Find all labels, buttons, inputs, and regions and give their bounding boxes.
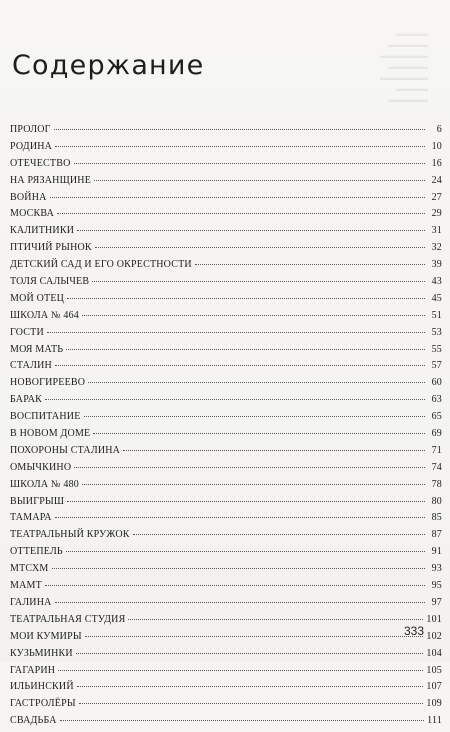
toc-entry [10,259,442,276]
toc-entry [10,529,442,546]
dot-leader [58,670,423,671]
dot-leader [66,349,425,350]
toc-entry-page: 6 [436,124,442,135]
dot-leader [82,484,425,485]
toc-entry [10,411,442,428]
toc-entry-title: ГАСТРОЛЁРЫ [10,698,76,710]
dot-leader [57,213,425,214]
dot-leader [77,686,424,687]
toc-entry [10,597,442,614]
toc-entry-title: ВЫИГРЫШ [10,495,65,507]
toc-entry [10,631,442,648]
toc-entry-page: 111 [427,715,442,727]
toc-entry-page: 101 [426,613,442,625]
toc-entry-page: 80 [431,495,442,507]
toc-entry-page: 16 [431,157,442,169]
toc-entry [10,614,442,631]
dot-leader [76,653,424,654]
toc-entry-page: 24 [431,174,442,186]
toc-entry-title: МОЯ МАТЬ [10,343,64,355]
toc-entry [10,360,442,377]
toc-entry-title: ШКОЛА № 480 [10,478,79,490]
dot-leader [52,568,425,569]
toc-entry-page: 57 [431,360,442,372]
toc-entry-page: 78 [431,478,442,490]
dot-leader [123,450,425,451]
toc-entry [10,715,442,732]
page-number: 333 [403,624,424,638]
toc-entry [10,546,442,563]
toc-entry-page: 69 [431,428,442,440]
toc-entry [10,698,442,715]
toc-entry-title: МОСКВА [10,208,55,220]
toc-entry-title: ПТИЧИЙ РЫНОК [10,242,92,254]
toc-entry-title: ТЕАТРАЛЬНЫЙ КРУЖОК [10,529,130,541]
dot-leader [85,636,424,637]
dot-leader [82,315,425,316]
toc-entry-page: 74 [431,461,442,473]
dot-leader [128,619,423,620]
toc-entry-title: БАРАК [10,394,43,406]
toc-entry-title: КУЗЬМИНКИ [10,647,73,659]
toc-entry-page: 65 [431,411,442,423]
toc-entry [10,344,442,361]
toc-entry-page: 32 [431,242,442,254]
toc-entry-title: ОТЕЧЕСТВО [10,157,71,169]
toc-entry-page: 53 [431,326,442,338]
toc-entry [10,563,442,580]
dot-leader [47,332,425,333]
toc-entry [10,394,442,411]
toc-entry-page: 60 [431,377,442,389]
dot-leader [93,433,425,434]
toc-entry-page: 43 [431,276,442,288]
toc-entry-title: ГОСТИ [10,326,44,338]
toc-entry-title: РОДИНА [10,140,53,152]
toc-entry-title: МОЙ ОТЕЦ [10,292,65,304]
toc-entry-page: 55 [431,343,442,355]
toc-entry-title: МТСХМ [10,563,49,575]
toc-entry [10,445,442,462]
toc-entry [10,479,442,496]
toc-entry-title: ВОСПИТАНИЕ [10,411,81,423]
toc-entry-title: ПОХОРОНЫ СТАЛИНА [10,444,121,456]
toc-entry-page: 10 [431,140,442,152]
toc-entry [10,192,442,209]
toc-entry [10,462,442,479]
dot-leader [79,703,424,704]
dot-leader [54,129,425,130]
toc-entry [10,293,442,310]
toc-entry-page: 39 [431,259,442,271]
toc-entry-title: ШКОЛА № 464 [10,309,79,321]
toc-entry-page: 104 [426,647,442,659]
dot-leader [60,720,424,721]
toc-entry-title: ГАЛИНА [10,596,52,608]
toc-entry-title: СВАДЬБА [10,715,57,727]
toc-entry-page: 71 [431,444,442,456]
show-through-text: ▬▬▬▬ ▬▬▬▬▬ ▬▬▬▬▬▬ ▬▬▬▬▬ ▬▬▬▬▬▬ ▬▬▬▬ ▬▬▬▬▬ [380,29,428,104]
toc-entry [10,428,442,445]
toc-entry-title: НОВОГИРЕЕВО [10,377,86,389]
dot-leader [133,534,425,535]
dot-leader [55,517,425,518]
toc-entry-page: 91 [431,546,442,558]
toc-entry-page: 105 [426,664,442,676]
dot-leader [94,180,425,181]
toc-entry-title: ДЕТСКИЙ САД И ЕГО ОКРЕСТНОСТИ [10,259,192,271]
toc-entry-title: ВОЙНА [10,191,47,203]
toc-entry-page: 63 [431,394,442,406]
dot-leader [195,264,425,265]
toc-entry-page: 97 [431,596,442,608]
toc-entry-title: ОМЫЧКИНО [10,461,72,473]
toc-entry-page: 87 [431,529,442,541]
dot-leader [84,416,425,417]
toc-entry-page: 45 [431,292,442,304]
toc-entry-page: 102 [426,630,442,642]
dot-leader [45,585,425,586]
dot-leader [66,551,425,552]
toc-entry-page: 51 [431,309,442,321]
toc-entry-title: ТОЛЯ САЛЫЧЕВ [10,276,90,288]
toc-entry-title: ГАГАРИН [10,664,56,676]
toc-entry-page: 107 [426,681,442,693]
toc-entry-title: ОТТЕПЕЛЬ [10,546,63,558]
dot-leader [67,298,425,299]
dot-leader [74,163,425,164]
toc-entry-page: 31 [431,225,442,237]
dot-leader [67,501,425,502]
toc-entry-page: 93 [431,563,442,575]
toc-entry [10,175,442,192]
toc-entry-title: ТЕАТРАЛЬНАЯ СТУДИЯ [10,613,126,625]
toc-entry [10,496,442,513]
toc-entry [10,327,442,344]
toc-entry-page: 95 [431,580,442,592]
toc-entry [10,512,442,529]
toc-entry-title: МАМТ [10,580,42,592]
toc-entry [10,665,442,682]
toc-entry-title: НА РЯЗАНЩИНЕ [10,174,92,186]
toc-entry [10,310,442,327]
toc-entry-page: 27 [431,191,442,203]
page-title: Содержание [12,50,205,82]
toc-entry [10,377,442,394]
toc-entry-title: КАЛИТНИКИ [10,225,75,237]
toc-entry [10,276,442,293]
dot-leader [50,197,425,198]
toc-entry [10,158,442,175]
toc-entry [10,580,442,597]
toc-entry [10,208,442,225]
toc-entry [10,242,442,259]
dot-leader [95,247,425,248]
toc-entry-page: 85 [431,512,442,524]
dot-leader [55,365,425,366]
toc-entry [10,141,442,158]
toc-entry-title: В НОВОМ ДОМЕ [10,428,91,440]
dot-leader [45,399,425,400]
dot-leader [74,467,425,468]
dot-leader [92,281,425,282]
toc-entry-page: 109 [426,698,442,710]
toc-entry [10,124,442,141]
toc-entry-title: ИЛЬИНСКИЙ [10,681,74,693]
toc-entry-title: ПРОЛОГ [10,124,51,135]
dot-leader [55,146,425,147]
table-of-contents [10,124,442,732]
toc-entry-title: СТАЛИН [10,360,52,372]
dot-leader [55,602,425,603]
toc-entry-page: 29 [431,208,442,220]
toc-entry-title: МОИ КУМИРЫ [10,630,82,642]
toc-entry [10,225,442,242]
dot-leader [77,230,425,231]
toc-entry [10,681,442,698]
toc-entry-title: ТАМАРА [10,512,52,524]
dot-leader [88,382,425,383]
